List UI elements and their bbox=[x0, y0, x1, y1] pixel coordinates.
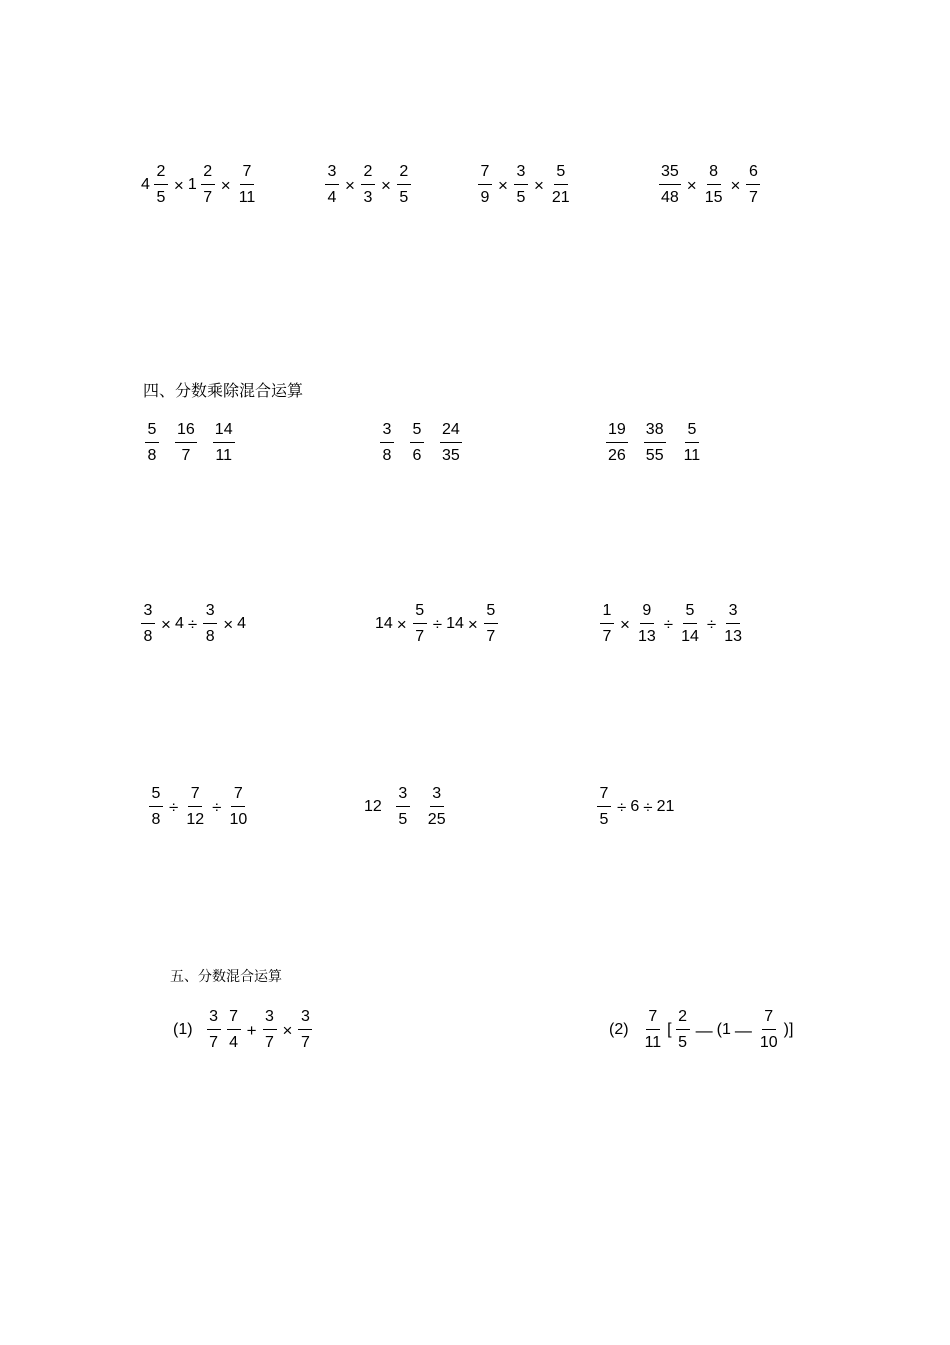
numerator: 19 bbox=[606, 422, 628, 443]
s4-row3-problem-1 bbox=[146, 786, 252, 828]
fraction bbox=[141, 603, 155, 645]
section-5-title: 五、分数混合运算 bbox=[170, 969, 282, 985]
fraction bbox=[361, 164, 375, 206]
row1-problem-3 bbox=[475, 164, 575, 206]
s5-problem-2 bbox=[608, 1009, 794, 1051]
denominator: 6 bbox=[412, 447, 422, 464]
operator: × bbox=[620, 614, 630, 634]
operator: × bbox=[730, 175, 741, 195]
denominator: 5 bbox=[678, 1034, 688, 1051]
denominator: 3 bbox=[363, 189, 373, 206]
numerator: 3 bbox=[263, 1009, 277, 1030]
operator: ÷ bbox=[706, 614, 717, 634]
denominator: 5 bbox=[516, 189, 526, 206]
numerator: 2 bbox=[201, 164, 215, 185]
number: (1) bbox=[173, 1021, 193, 1038]
denominator: 7 bbox=[415, 628, 425, 645]
denominator: 11 bbox=[238, 189, 256, 206]
fraction bbox=[396, 786, 410, 828]
number: 4 bbox=[141, 176, 150, 193]
fraction bbox=[237, 164, 258, 206]
denominator: 4 bbox=[327, 189, 337, 206]
operator: × bbox=[173, 175, 184, 195]
s4-row3-problem-2 bbox=[363, 786, 451, 828]
numerator: 2 bbox=[397, 164, 411, 185]
operator: × bbox=[282, 1020, 293, 1040]
denominator: 15 bbox=[704, 189, 723, 206]
numerator: 7 bbox=[597, 786, 611, 807]
fraction bbox=[325, 164, 339, 206]
fraction bbox=[413, 603, 427, 645]
numerator: 5 bbox=[683, 603, 697, 624]
denominator: 7 bbox=[209, 1034, 219, 1051]
fraction bbox=[758, 1009, 780, 1051]
fraction bbox=[440, 422, 462, 464]
number: 12 bbox=[364, 798, 382, 815]
s4-row2-problem-3 bbox=[597, 603, 747, 645]
numerator: 14 bbox=[213, 422, 235, 443]
operator: ÷ bbox=[432, 614, 443, 634]
row1-problem-1 bbox=[140, 164, 260, 206]
numerator: 2 bbox=[676, 1009, 690, 1030]
denominator: 10 bbox=[229, 811, 248, 828]
fraction bbox=[298, 1009, 312, 1051]
s4-row2-problem-2 bbox=[374, 603, 501, 645]
operator: × bbox=[533, 175, 544, 195]
denominator: 35 bbox=[442, 447, 460, 464]
denominator: 7 bbox=[749, 189, 758, 206]
numerator: 5 bbox=[145, 422, 159, 443]
denominator: 5 bbox=[599, 811, 609, 828]
operator: ÷ bbox=[169, 797, 179, 817]
numerator: 16 bbox=[175, 422, 197, 443]
operator: ÷ bbox=[643, 797, 653, 817]
operator: — bbox=[734, 1020, 752, 1040]
fraction bbox=[201, 164, 215, 206]
numerator: 3 bbox=[380, 422, 394, 443]
fraction bbox=[659, 164, 681, 206]
denominator: 8 bbox=[143, 628, 153, 645]
fraction bbox=[550, 164, 572, 206]
numerator: 24 bbox=[440, 422, 462, 443]
numerator: 2 bbox=[154, 164, 168, 185]
operator: — bbox=[695, 1020, 713, 1040]
numerator: 3 bbox=[141, 603, 155, 624]
fraction bbox=[600, 603, 614, 645]
denominator: 4 bbox=[229, 1034, 239, 1051]
denominator: 8 bbox=[382, 447, 392, 464]
numerator: 5 bbox=[413, 603, 427, 624]
s4-row1-problem-2 bbox=[377, 422, 465, 464]
denominator: 7 bbox=[486, 628, 496, 645]
fraction bbox=[478, 164, 492, 206]
fraction bbox=[746, 164, 760, 206]
denominator: 12 bbox=[186, 811, 205, 828]
operator: × bbox=[223, 614, 234, 634]
numerator: 3 bbox=[207, 1009, 221, 1030]
operator: × bbox=[498, 175, 508, 195]
denominator: 14 bbox=[681, 628, 699, 645]
fraction bbox=[154, 164, 168, 206]
number: (1 bbox=[716, 1021, 731, 1038]
numerator: 7 bbox=[646, 1009, 660, 1030]
numerator: 5 bbox=[685, 422, 699, 443]
number: 6 bbox=[630, 798, 640, 815]
fraction bbox=[644, 422, 666, 464]
denominator: 26 bbox=[608, 447, 626, 464]
numerator: 7 bbox=[478, 164, 492, 185]
fraction bbox=[149, 786, 163, 828]
denominator: 11 bbox=[215, 447, 232, 464]
section-4-title: 四、分数乘除混合运算 bbox=[143, 381, 304, 400]
denominator: 7 bbox=[181, 447, 191, 464]
denominator: 8 bbox=[151, 811, 161, 828]
numerator: 38 bbox=[644, 422, 666, 443]
number: 21 bbox=[656, 798, 675, 815]
denominator: 11 bbox=[644, 1034, 662, 1051]
fraction bbox=[227, 1009, 241, 1051]
numerator: 7 bbox=[762, 1009, 776, 1030]
operator: + bbox=[246, 1020, 257, 1040]
operator: × bbox=[686, 175, 697, 195]
denominator: 8 bbox=[147, 447, 157, 464]
fraction bbox=[263, 1009, 277, 1051]
operator: ÷ bbox=[617, 797, 627, 817]
numerator: 3 bbox=[396, 786, 410, 807]
fraction bbox=[380, 422, 394, 464]
denominator: 7 bbox=[203, 189, 213, 206]
fraction bbox=[227, 786, 249, 828]
numerator: 3 bbox=[298, 1009, 312, 1030]
fraction bbox=[410, 422, 424, 464]
denominator: 5 bbox=[399, 189, 409, 206]
fraction bbox=[703, 164, 725, 206]
fraction bbox=[207, 1009, 221, 1051]
numerator: 5 bbox=[149, 786, 163, 807]
number: 4 bbox=[174, 615, 184, 632]
fraction bbox=[175, 422, 197, 464]
operator: × bbox=[396, 614, 407, 634]
fraction bbox=[145, 422, 159, 464]
fraction bbox=[682, 422, 703, 464]
numerator: 3 bbox=[514, 164, 528, 185]
numerator: 3 bbox=[203, 603, 217, 624]
operator: × bbox=[161, 614, 171, 634]
denominator: 48 bbox=[661, 189, 679, 206]
denominator: 55 bbox=[645, 447, 664, 464]
numerator: 7 bbox=[227, 1009, 241, 1030]
denominator: 11 bbox=[683, 447, 701, 464]
number: 14 bbox=[446, 615, 464, 632]
operator: × bbox=[380, 175, 391, 195]
s4-row1-problem-1 bbox=[142, 422, 238, 464]
numerator: 5 bbox=[484, 603, 498, 624]
fraction bbox=[676, 1009, 690, 1051]
fraction bbox=[203, 603, 217, 645]
operator: ÷ bbox=[212, 797, 222, 817]
fraction bbox=[213, 422, 235, 464]
operator: ÷ bbox=[187, 614, 198, 634]
numerator: 3 bbox=[726, 603, 740, 624]
fraction bbox=[397, 164, 411, 206]
denominator: 7 bbox=[602, 628, 612, 645]
denominator: 13 bbox=[637, 628, 656, 645]
number: )] bbox=[783, 1021, 794, 1038]
row1-problem-2 bbox=[322, 164, 414, 206]
s4-row2-problem-1 bbox=[138, 603, 247, 645]
number: [ bbox=[667, 1021, 672, 1038]
number: 4 bbox=[237, 615, 247, 632]
fraction bbox=[514, 164, 528, 206]
denominator: 8 bbox=[205, 628, 215, 645]
fraction bbox=[679, 603, 701, 645]
s4-row3-problem-3 bbox=[594, 786, 675, 828]
s5-problem-1 bbox=[172, 1009, 315, 1051]
fraction bbox=[484, 603, 498, 645]
fraction bbox=[184, 786, 206, 828]
numerator: 9 bbox=[640, 603, 654, 624]
numerator: 6 bbox=[746, 164, 760, 185]
denominator: 25 bbox=[427, 811, 446, 828]
denominator: 21 bbox=[551, 189, 570, 206]
fraction bbox=[606, 422, 628, 464]
s4-row1-problem-3 bbox=[603, 422, 705, 464]
number: (2) bbox=[609, 1021, 629, 1038]
number: 1 bbox=[187, 176, 197, 193]
denominator: 5 bbox=[156, 189, 166, 206]
operator: × bbox=[220, 175, 231, 195]
numerator: 3 bbox=[430, 786, 444, 807]
denominator: 13 bbox=[724, 628, 743, 645]
fraction bbox=[722, 603, 744, 645]
numerator: 5 bbox=[410, 422, 424, 443]
numerator: 7 bbox=[231, 786, 245, 807]
denominator: 7 bbox=[300, 1034, 310, 1051]
operator: × bbox=[345, 175, 355, 195]
numerator: 3 bbox=[325, 164, 339, 185]
fraction bbox=[597, 786, 611, 828]
operator: × bbox=[467, 614, 478, 634]
denominator: 9 bbox=[480, 189, 490, 206]
denominator: 7 bbox=[265, 1034, 274, 1051]
numerator: 2 bbox=[361, 164, 375, 185]
numerator: 7 bbox=[188, 786, 202, 807]
numerator: 8 bbox=[707, 164, 721, 185]
number: 14 bbox=[375, 615, 393, 632]
denominator: 10 bbox=[759, 1034, 778, 1051]
fraction bbox=[426, 786, 448, 828]
numerator: 1 bbox=[600, 603, 614, 624]
operator: ÷ bbox=[663, 614, 674, 634]
numerator: 5 bbox=[554, 164, 568, 185]
numerator: 35 bbox=[659, 164, 681, 185]
fraction bbox=[636, 603, 658, 645]
numerator: 7 bbox=[240, 164, 254, 185]
row1-problem-4 bbox=[656, 164, 763, 206]
denominator: 5 bbox=[398, 811, 408, 828]
fraction bbox=[643, 1009, 664, 1051]
